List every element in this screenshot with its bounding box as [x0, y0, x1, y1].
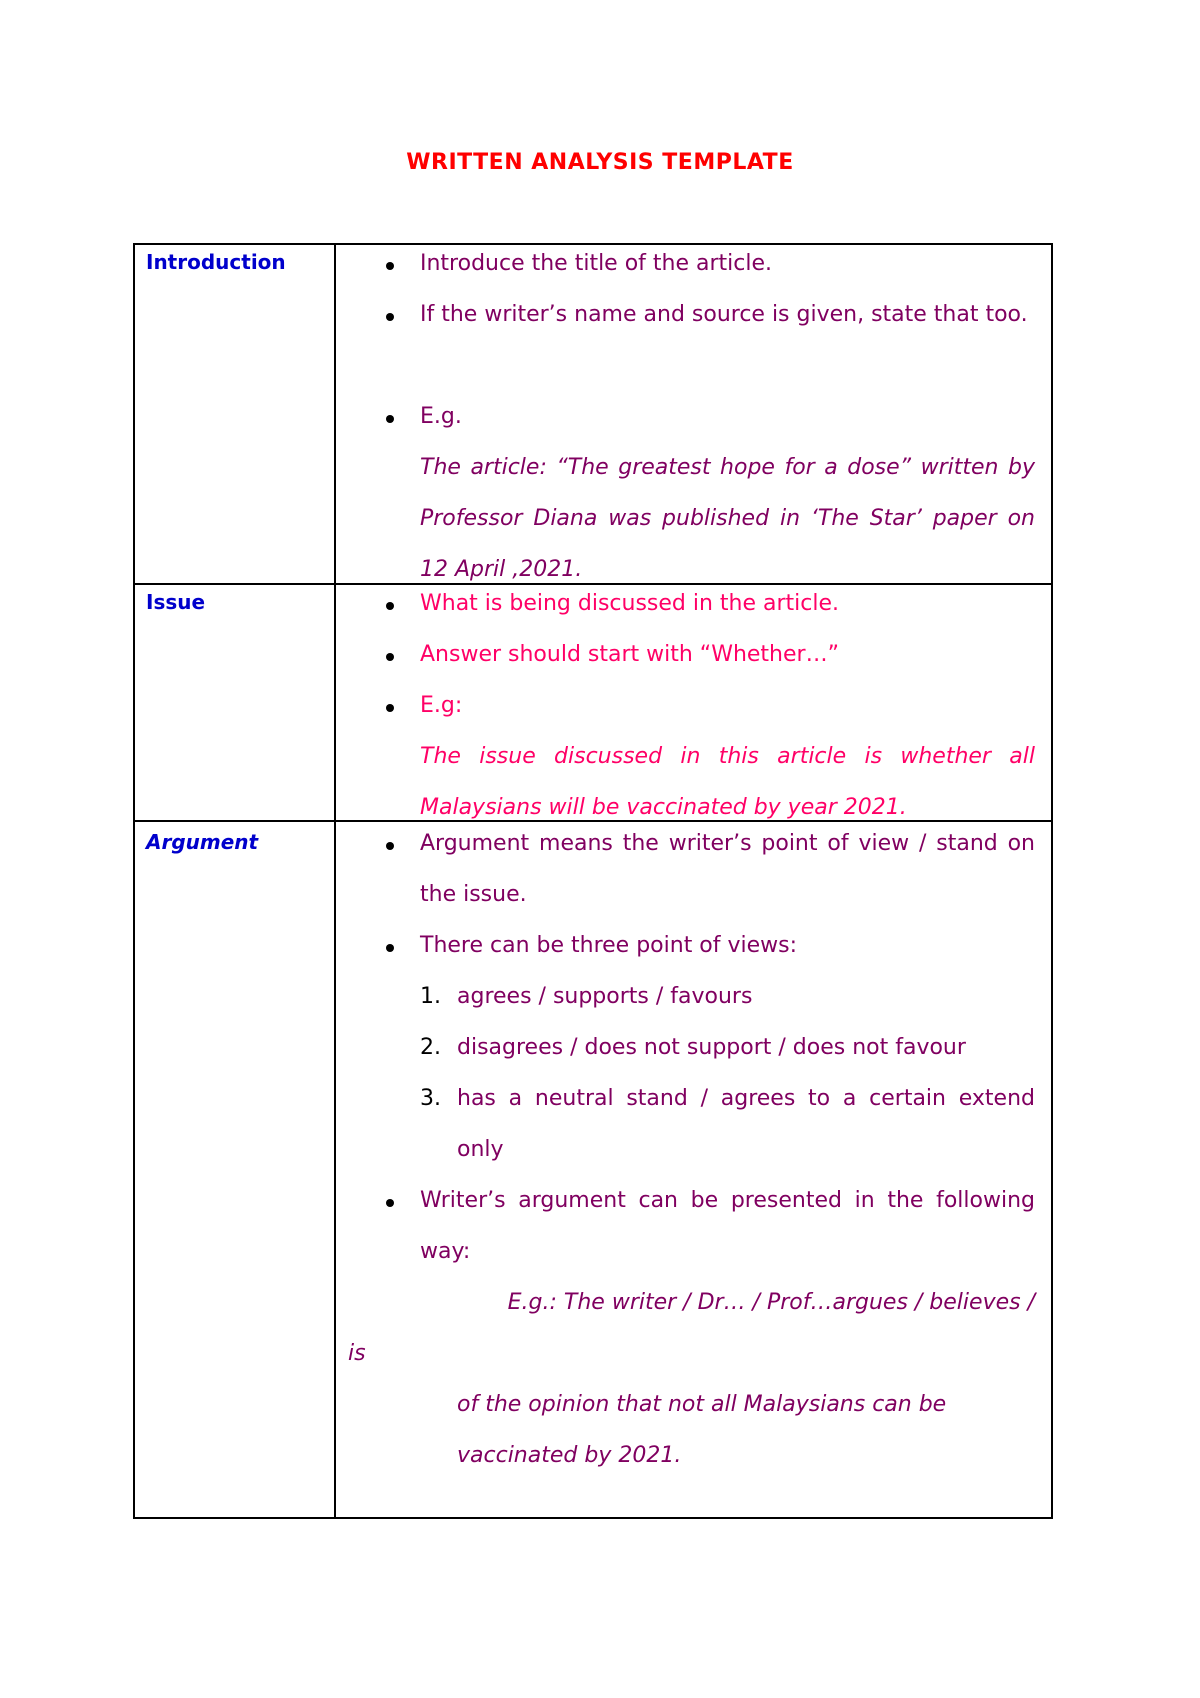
- list-item: E.g:: [420, 693, 463, 718]
- example-line: E.g.: The writer / Dr… / Prof…argues / believes /: [507, 1290, 1035, 1315]
- page-title: WRITTEN ANALYSIS TEMPLATE: [406, 150, 794, 175]
- list-item: Writer’s argument can be presented in the following way:: [420, 1188, 1035, 1264]
- list-number: 2.: [420, 1035, 441, 1060]
- list-item: E.g.: [420, 404, 462, 429]
- list-item: What is being discussed in the article.: [420, 591, 840, 616]
- bullet-icon: [386, 1199, 394, 1207]
- numbered-item: agrees / supports / favours: [457, 984, 753, 1009]
- table-column-divider: [334, 243, 336, 1519]
- row-label-introduction: Introduction: [146, 250, 286, 274]
- example-text: The issue discussed in this article is whether all Malaysians will be vaccinated by year 2021.: [420, 744, 1035, 820]
- row-label-issue: Issue: [146, 590, 206, 614]
- example-line: is: [348, 1341, 366, 1366]
- table-border-bottom: [134, 1517, 1053, 1519]
- bullet-icon: [386, 262, 394, 270]
- list-item: There can be three point of views:: [420, 933, 798, 958]
- list-item: If the writer’s name and source is given, state that too.: [420, 302, 1028, 327]
- list-number: 3.: [420, 1086, 441, 1111]
- example-line: vaccinated by 2021.: [457, 1443, 682, 1468]
- bullet-icon: [386, 944, 394, 952]
- numbered-item: disagrees / does not support / does not favour: [457, 1035, 966, 1060]
- example-line: of the opinion that not all Malaysians can be: [457, 1392, 947, 1417]
- bullet-icon: [386, 653, 394, 661]
- bullet-icon: [386, 704, 394, 712]
- bullet-icon: [386, 842, 394, 850]
- table-border-right: [1051, 243, 1053, 1519]
- list-item: Answer should start with “Whether…”: [420, 642, 839, 667]
- bullet-icon: [386, 602, 394, 610]
- numbered-item: has a neutral stand / agrees to a certain extend only: [457, 1086, 1035, 1162]
- table-border-left: [133, 243, 135, 1519]
- list-item: Argument means the writer’s point of view / stand on the issue.: [420, 831, 1035, 907]
- bullet-icon: [386, 313, 394, 321]
- example-text: The article: “The greatest hope for a dose” written by Professor Diana was published in ‘The Star’ paper on 12 April ,2021.: [420, 455, 1035, 582]
- bullet-icon: [386, 415, 394, 423]
- row-label-argument: Argument: [146, 830, 259, 854]
- list-item: Introduce the title of the article.: [420, 251, 773, 276]
- list-number: 1.: [420, 984, 441, 1009]
